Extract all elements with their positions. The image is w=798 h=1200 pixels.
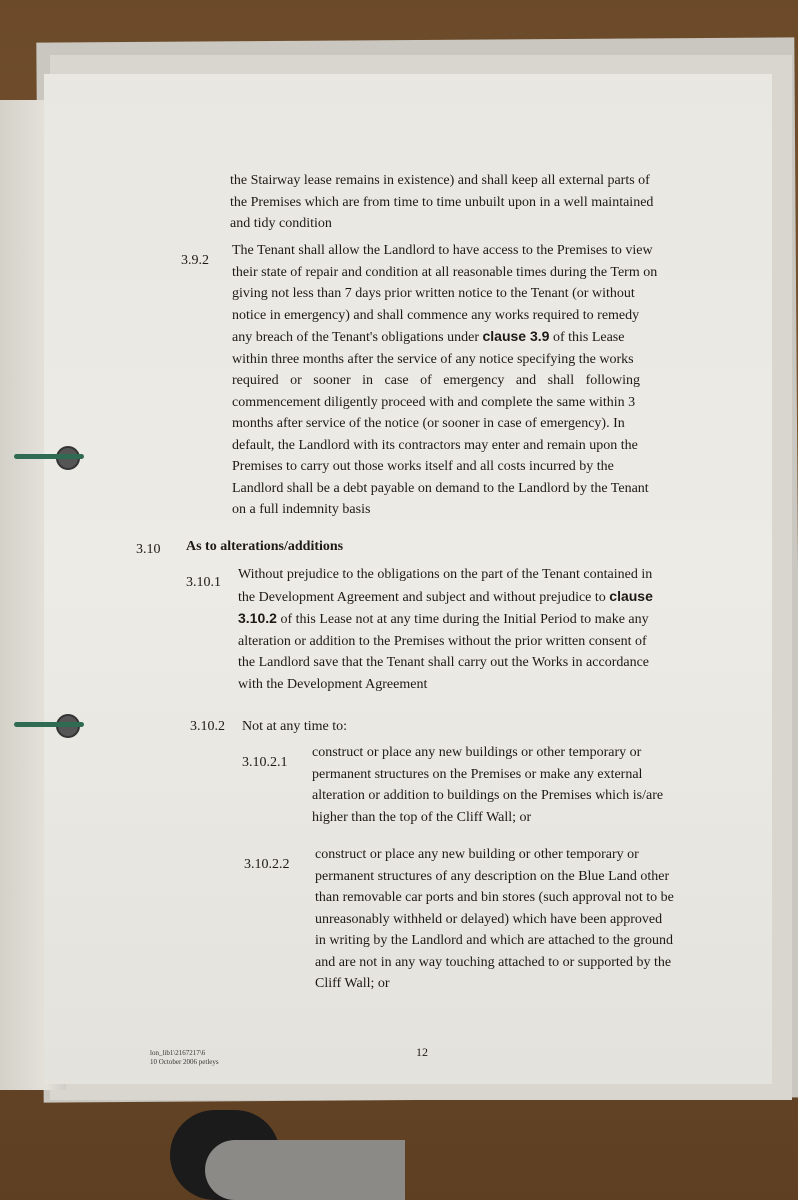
text-line: Cliff Wall; or — [315, 976, 390, 991]
text-line: notice in emergency) and shall commence any works required to remedy — [232, 307, 640, 323]
text-line: construct or place any new buildings or other temporary or — [312, 745, 642, 760]
text-line: alteration or addition to buildings on the Premises which is/are — [312, 788, 664, 803]
text-line: on a full indemnity basis — [232, 502, 371, 517]
text-line: required or sooner in case of emergency and shall following — [232, 373, 641, 388]
text-line: unreasonably withheld or delayed) which have been approved — [315, 911, 663, 927]
page-number: 12 — [416, 1045, 428, 1059]
text-line: within three months after the service of any notice specifying the works — [232, 351, 634, 367]
clause-3-10-2-2-text — [315, 844, 693, 995]
clause-3-10-heading: As to alterations/additions — [186, 539, 344, 554]
text-line: their state of repair and condition at all reasonable times during the Term on — [232, 264, 658, 280]
text-line: construct or place any new building or other temporary or — [315, 847, 639, 862]
clause-number-3-10-2: 3.10.2 — [190, 719, 225, 734]
clause-reference: clause — [609, 587, 653, 604]
text-span: the Development Agreement and subject and without prejudice to — [238, 589, 606, 605]
text-line: the Landlord save that the Tenant shall carry out the Works in accordance — [238, 655, 650, 670]
clause-3-10-2-text: Not at any time to: — [242, 719, 347, 734]
document-footer — [150, 1049, 219, 1067]
text-line: than removable car ports and bin stores (such approval not to be — [315, 890, 674, 905]
binder-ring-icon — [14, 442, 88, 472]
desk-object — [205, 1140, 405, 1200]
clause-3-10-2-1-text — [312, 742, 684, 828]
text-line — [232, 326, 668, 349]
text-line: in writing by the Landlord and which are attached to the ground — [315, 933, 674, 948]
text-line: default, the Landlord with its contractors may enter and remain upon the — [232, 437, 638, 453]
text-line: months after service of the notice (or sooner in case of emergency). In — [232, 416, 625, 431]
clause-number-3-10-1: 3.10.1 — [186, 575, 221, 590]
text-line: and tidy condition — [230, 216, 332, 231]
text-span: any breach of the Tenant's obligations under — [232, 330, 479, 345]
clause-3-9-2-text — [232, 240, 668, 521]
text-line: Premises to carry out those works itself and all costs incurred by the — [232, 459, 614, 474]
clause-reference: 3.10.2 — [238, 610, 277, 626]
text-line — [238, 586, 678, 609]
clause-number-3-10: 3.10 — [136, 542, 161, 557]
text-line: alteration or addition to the Premises without the prior written consent of — [238, 633, 647, 649]
binder-ring-icon — [14, 710, 88, 740]
text-line — [238, 608, 678, 631]
clause-number-3-10-2-1: 3.10.2.1 — [242, 755, 288, 770]
text-line: and are not in any way touching attached to or supported by the — [315, 954, 672, 970]
clause-number-3-10-2-2: 3.10.2.2 — [244, 857, 290, 872]
text-span: of this Lease — [552, 330, 625, 345]
text-line: Without prejudice to the obligations on the part of the Tenant contained in — [238, 567, 653, 582]
text-line: with the Development Agreement — [238, 676, 428, 692]
text-line: permanent structures of any description on the Blue Land other — [315, 868, 670, 884]
clause-number-3-9-2: 3.9.2 — [181, 253, 209, 268]
text-line: permanent structures on the Premises or make any external — [312, 766, 643, 782]
text-span: of this Lease not at any time during the Initial Period to make any — [280, 612, 649, 627]
text-line: commencement diligently proceed with and complete the same within 3 — [232, 394, 636, 410]
text-line: The Tenant shall allow the Landlord to have access to the Premises to view — [232, 243, 653, 258]
clause-reference: clause 3.9 — [482, 328, 550, 344]
clause-3-10-1-text — [238, 564, 678, 695]
text-line: Landlord shall be a debt payable on demand to the Landlord by the Tenant — [232, 480, 649, 496]
footer-line: lon_lib1\2167217\6 — [150, 1049, 206, 1057]
footer-line: 10 October 2006 petleys — [150, 1058, 219, 1066]
text-line: the Premises which are from time to time unbuilt upon in a well maintained — [230, 194, 654, 210]
continuation-paragraph — [230, 170, 670, 235]
text-line: giving not less than 7 days prior written notice to the Tenant (or without — [232, 286, 635, 301]
text-line: the Stairway lease remains in existence) and shall keep all external parts of — [230, 173, 650, 188]
text-line: higher than the top of the Cliff Wall; or — [312, 809, 532, 825]
document-page — [44, 74, 772, 1084]
